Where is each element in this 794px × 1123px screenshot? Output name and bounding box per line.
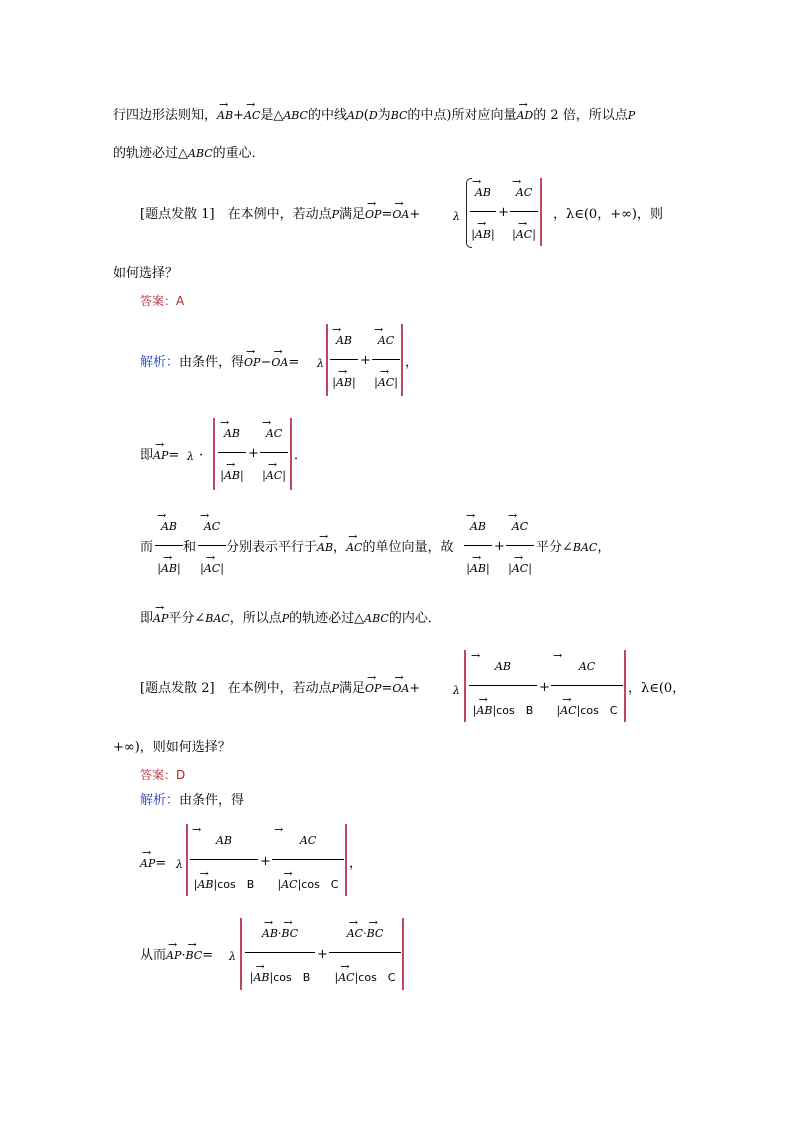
fraction-ab-unit: → AB |→ AB|	[470, 184, 496, 244]
variant1-statement: [题点发散 1] 在本例中，若动点P满足→ OP=→ OA+	[140, 207, 420, 223]
answer-2: 答案：D	[140, 768, 186, 782]
analysis-1-conclusion: 即→ AP平分∠BAC，所以点P的轨迹必过△ABC的内心．	[140, 611, 441, 627]
analysis-1-line1: 解析：由条件，得→ OP−→ OA=	[140, 355, 299, 371]
analysis-2-line1: 解析：由条件，得	[140, 793, 245, 808]
vec-ad: → AD	[516, 108, 533, 124]
vec-ab: → AB	[217, 108, 233, 124]
vec-ac: → AC	[244, 108, 260, 124]
variant2-statement: [题点发散 2] 在本例中，若动点P满足→ OP=→ OA+	[140, 681, 420, 697]
fraction-ac-unit: → AC |→ AC|	[510, 184, 538, 244]
para1-line2: 的轨迹必过△ABC的重心．	[113, 146, 265, 161]
answer-1: 答案：A	[140, 294, 185, 308]
para1-line1: 行四边形法则知，→ AB+→ AC是△ABC的中线AD(D为BC的中点)所对应向量→ AD的 2 倍，所以点P	[113, 108, 635, 124]
analysis-1-line2: 即→ AP=	[140, 448, 179, 464]
